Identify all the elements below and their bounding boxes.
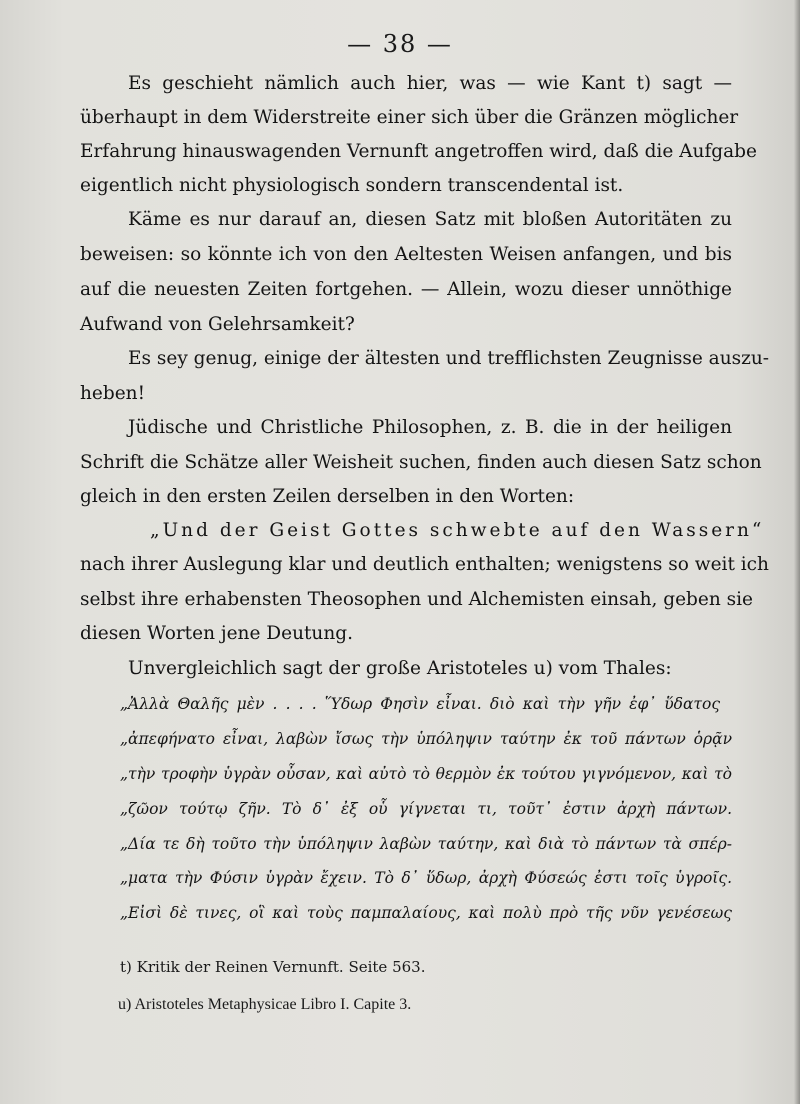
- footnote-t: t) Kritik der Reinen Vernunft. Seite 563.: [120, 958, 426, 976]
- text-line: nach ihrer Auslegung klar und deutlich enthalten; wenigstens so weit ich: [80, 554, 769, 575]
- text-line: Erfahrung hinauswagenden Vernunft angetroffen wird, daß die Aufgabe: [80, 141, 757, 162]
- text-line: diesen Worten jene Deutung.: [80, 623, 353, 644]
- greek-line: „ματα τὴν Φύσιν ὑγρὰν ἔχειν. Τὸ δ᾽ ὕδωρ, ἀρχὴ Φύσεώς ἐστι τοῖς ὑγροῖς.: [120, 869, 732, 887]
- greek-line: „ἀπεφήνατο εἶναι, λαβὼν ἴσως τὴν ὑπόληψιν ταύτην ἐκ τοῦ πάντων ὁρᾷν: [120, 730, 732, 748]
- text-line: überhaupt in dem Widerstreite einer sich über die Gränzen möglicher: [80, 107, 739, 128]
- greek-line: „Δία τε δὴ τοῦτο τὴν ὑπόληψιν λαβὼν ταύτην, καὶ διὰ τὸ πάντων τὰ σπέρ-: [120, 835, 732, 853]
- text-line: Jüdische und Christliche Philosophen, z. B. die in der heiligen: [128, 417, 732, 438]
- text-line: Käme es nur darauf an, diesen Satz mit bloßen Autoritäten zu: [128, 209, 732, 230]
- text-line: Aufwand von Gelehrsamkeit?: [80, 314, 355, 335]
- text-line: Es geschieht nämlich auch hier, was — wie Kant t) sagt —: [128, 73, 732, 94]
- text-line: Es sey genug, einige der ältesten und trefflichsten Zeugnisse auszu-: [128, 348, 770, 369]
- footnote-u: u) Aristoteles Metaphysicae Libro I. Capite 3.: [118, 996, 412, 1013]
- text-line: beweisen: so könnte ich von den Aeltesten Weisen anfangen, und bis: [80, 244, 732, 265]
- text-line: selbst ihre erhabensten Theosophen und Alchemisten einsah, geben sie: [80, 589, 754, 610]
- page-number: — 38 —: [347, 30, 453, 58]
- text-line: auf die neuesten Zeiten fortgehen. — Allein, wozu dieser unnöthige: [80, 279, 732, 300]
- page-edge-shadow: [794, 0, 800, 1104]
- text-line: gleich in den ersten Zeilen derselben in den Worten:: [80, 486, 575, 507]
- greek-line: „Εἰσὶ δὲ τινες, οἳ καὶ τοὺς παμπαλαίους, καὶ πολὺ πρὸ τῆς νῦν γενέσεως: [120, 904, 732, 922]
- text-line: heben!: [80, 383, 146, 404]
- greek-line: „Ἀλλὰ Θαλῆς μὲν . . . . Ὕδωρ Φησὶν εἶναι. διὸ καὶ τὴν γῆν ἐφ᾽ ὕδατος: [120, 695, 720, 713]
- scripture-quote: „Und der Geist Gottes schwebte auf den Wassern“: [150, 520, 765, 541]
- greek-line: „ζῶον τούτῳ ζῆν. Τὸ δ᾽ ἐξ οὗ γίγνεται τι, τοῦτ᾽ ἐστιν ἀρχὴ πάντων.: [120, 800, 732, 818]
- greek-line: „τὴν τροφὴν ὑγρὰν οὖσαν, καὶ αὐτὸ τὸ θερμὸν ἐκ τούτου γιγνόμενον, καὶ τὸ: [120, 765, 732, 783]
- text-line: Unvergleichlich sagt der große Aristoteles u) vom Thales:: [128, 658, 672, 679]
- text-line: Schrift die Schätze aller Weisheit suchen, finden auch diesen Satz schon: [80, 452, 762, 473]
- text-line: eigentlich nicht physiologisch sondern transcendental ist.: [80, 175, 624, 196]
